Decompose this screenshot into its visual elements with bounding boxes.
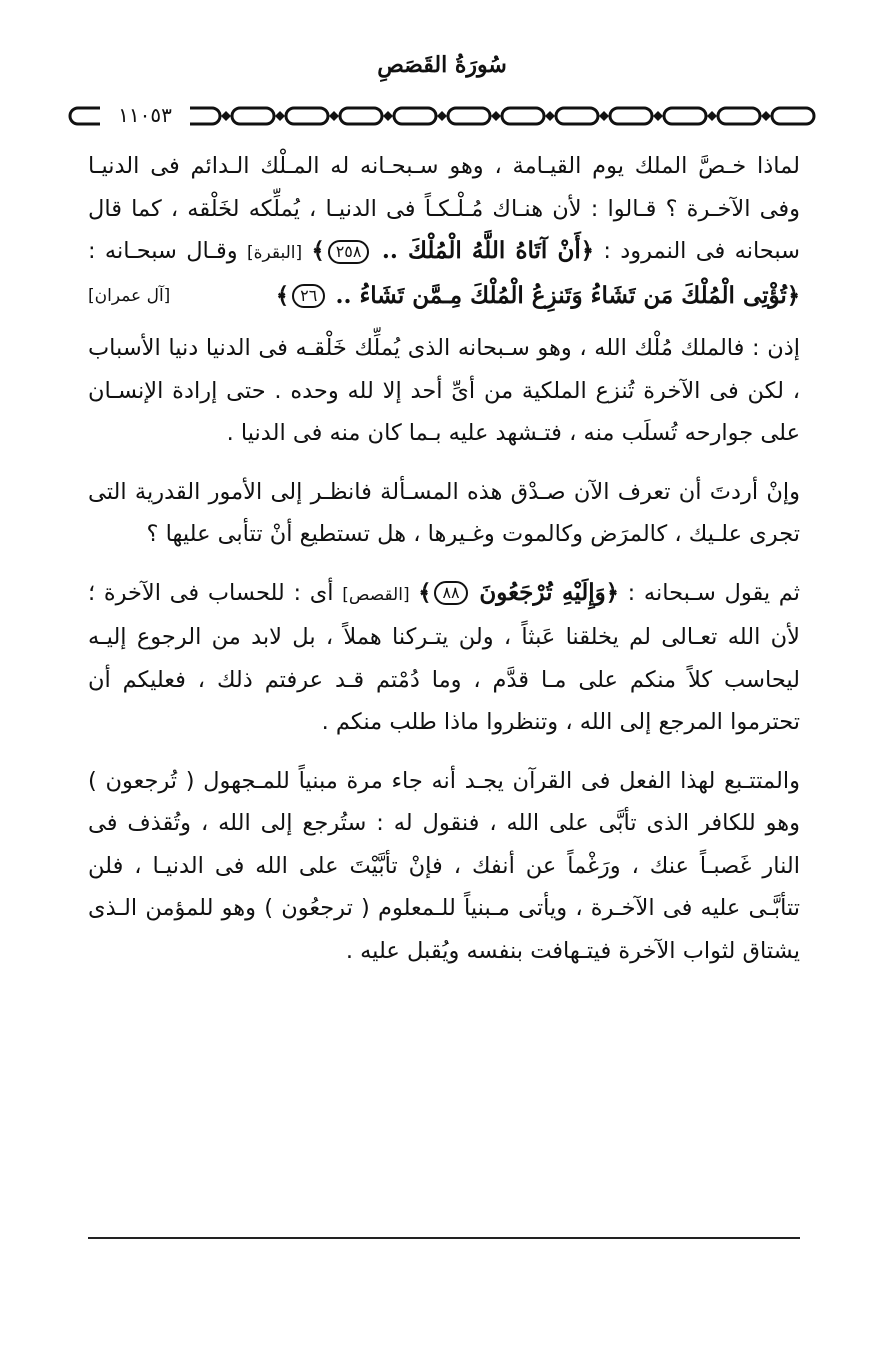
ornament-diamond (275, 111, 285, 121)
ornament-link (232, 108, 274, 124)
paragraph-4 (88, 572, 800, 744)
paragraph-4-text-b: أى : للحساب فى الآخرة ؛ لأن الله تعـالى لم يخلقنا عَبثاً ، ولن يتـركنا هملاً ، بل لابد من الرجوع إليـه ليحاسب كلاً منكم على مـا قدَّم ، وما دُمْتم قـد عرفتم ذلك ، فعليكم أن تحترموا المرجع إلى الله ، وتنظروا ماذا طلب منكم . (88, 579, 800, 735)
ornament-link (556, 108, 598, 124)
ornament-link (664, 108, 706, 124)
footer-rule (88, 1237, 800, 1239)
ornament-link (610, 108, 652, 124)
ornate-bracket-open: ﴿ (786, 282, 800, 309)
ornament-diamond (545, 111, 555, 121)
ornament-link (448, 108, 490, 124)
paragraph-1 (88, 145, 800, 317)
ornate-bracket-close: ﴾ (275, 282, 290, 309)
paragraph-5: والمتتـبع لهذا الفعل فى القرآن يجـد أنه جاء مرة مبنياً للمـجهول ( تُرجعون ) وهو للكافر الذى تأبَّى على الله ، فنقول له : ستُرجع إلى الله ، وتُقذف فى النار غَصبـاً عنك ، ورَغْماً عن أنفك ، فإنْ تأبَّيْتَ على الله فى الدنيـا ، فلن تتأبَّـى عليه فى الآخـرة ، ويأتى مـبنياً للـمعلوم ( ترجعُون ) وهو للمؤمن الـذى يشتاق لثواب الآخرة فيتـهافت بنفسه ويُقبل عليه . (88, 767, 800, 964)
ornament-diamond (653, 111, 663, 121)
ornament-link (718, 108, 760, 124)
ornament-link (340, 108, 382, 124)
ornament-diamond (221, 111, 231, 121)
paragraph-4-text-a: ثم يقول سـبحانه : (627, 579, 801, 606)
surah-reference-2: [آل عمران] (88, 285, 171, 306)
ornate-bracket-close: ﴾ (311, 238, 325, 264)
ornament-link (502, 108, 544, 124)
quran-verse-2: تُؤْتِى الْمُلْكَ مَن تَشَاءُ وَتَنزِعُ الْمُلْكَ مِـمَّن تَشَاءُ .. (335, 281, 787, 309)
verse-number-3: ٨٨ (434, 581, 467, 605)
ornament-diamond (599, 111, 609, 121)
surah-title: سُورَةُ القَصَصِ (377, 52, 507, 78)
surah-reference-3: [القصص] (342, 584, 410, 605)
quran-verse-3: وَإِلَيْهِ تُرْجَعُونَ (479, 578, 606, 606)
ornate-bracket-open: ﴿ (580, 238, 594, 264)
paragraph-2: إذن : فالملك مُلْك الله ، وهو سـبحانه الذى يُملِّك خَلْقـه فى الدنيا دنيا الأسباب ، لكن فى الآخرة تُنزع الملكية من أىِّ أحد إلا لله وحده . حتى إرادة الإنسـان على جوارحه تُسلَب منه ، فتـشهد عليه بـما كان منه فى الدنيا . (88, 335, 800, 446)
verse-number-2: ٢٦ (292, 284, 325, 308)
ornament-link (394, 108, 436, 124)
quran-verse-1: أَنْ آتَاهُ اللَّهُ الْمُلْكَ .. (381, 237, 581, 264)
page-number: ١١٠٥٣ (100, 100, 190, 130)
ornament-diamond (707, 111, 717, 121)
ornament-diamond (329, 111, 339, 121)
ornament-link (772, 108, 814, 124)
body-text (88, 145, 800, 988)
ornament-diamond (437, 111, 447, 121)
paragraph-1-text-a: لماذا خـصَّ الملك يوم القيـامة ، وهو سـبحـانه له المـلْك الـدائم فى الدنيـا وفى الآخـرة ؟ قـالوا : لأن هنـاك مُـلْـكـاً فى الدنيـا ، يُملِّكه لخَلْقه ، كما قال سبحانه فى النمرود : (88, 153, 800, 264)
ornament-diamond (761, 111, 771, 121)
verse-number-1: ٢٥٨ (328, 240, 370, 264)
ornament-diamond (383, 111, 393, 121)
ornament-link (286, 108, 328, 124)
paragraph-1-text-b: وقـال سبحـانه : (88, 238, 238, 264)
ornate-bracket-open: ﴿ (605, 579, 619, 606)
ornate-bracket-close: ﴾ (418, 579, 432, 606)
ornament-diamond (491, 111, 501, 121)
paragraph-3: وإنْ أردتَ أن تعرف الآن صـدْق هذه المسـألة فانظـر إلى الأمور القدرية التى تجرى علـيك ، كالمرَض وكالموت وغـيرها ، هل تستطيع أنْ تتأبى عليها ؟ (88, 478, 800, 547)
surah-reference-1: [البقرة] (246, 243, 303, 263)
